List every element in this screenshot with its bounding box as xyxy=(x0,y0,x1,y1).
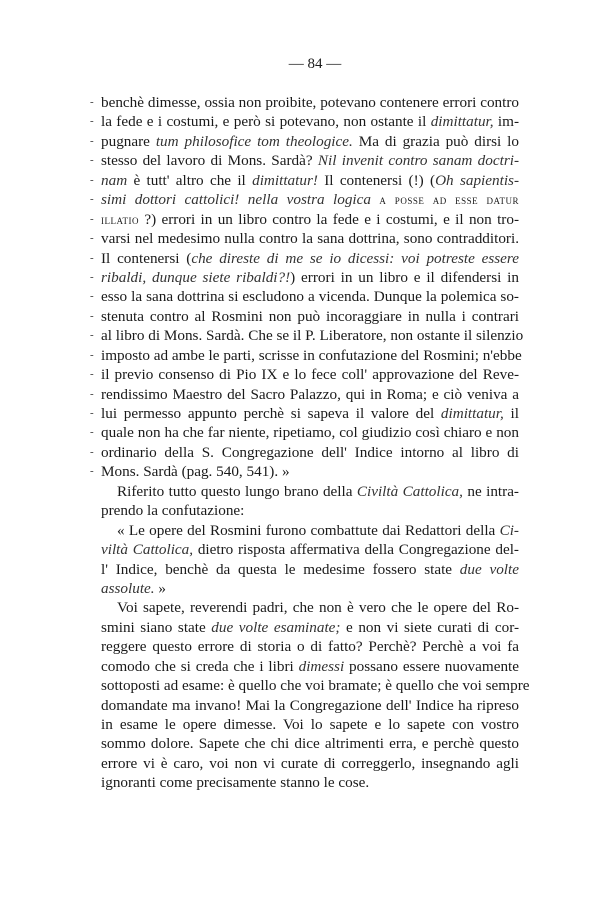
text-segment: stesso del lavoro di Mons. Sardà? xyxy=(101,152,318,170)
text-line xyxy=(90,404,519,423)
text-segment: domandate ma invano! Mai la Congregazione dell' Indice ha ripreso xyxy=(101,696,519,714)
italic-text: simi dottori cattolici! nella vostra logica xyxy=(101,191,371,209)
text-line xyxy=(101,521,519,540)
text-line xyxy=(101,676,530,695)
text-line xyxy=(90,229,519,248)
text-segment: prendo la confutazione: xyxy=(101,502,245,520)
text-line xyxy=(90,93,519,112)
quote-margin-mark: - xyxy=(90,407,94,419)
text-line xyxy=(101,754,519,773)
text-segment: Il contenersi (!) ( xyxy=(317,171,436,189)
text-segment: al libro di Mons. Sardà. Che se il P. Liberatore, non ostante il silenzio xyxy=(101,327,524,345)
quote-margin-mark: - xyxy=(90,115,94,128)
text-segment: Mons. Sardà (pag. 540, 541). » xyxy=(101,463,290,481)
italic-text: Civiltà Cattolica, xyxy=(356,482,463,500)
text-segment: Ma di grazia può dirsi lo xyxy=(352,132,519,150)
text-segment: smini siano state xyxy=(101,618,212,636)
quote-margin-mark: - xyxy=(90,445,94,458)
quote-margin-mark: - xyxy=(90,270,94,283)
text-line xyxy=(90,365,519,384)
text-line xyxy=(90,443,519,462)
text-segment: sommo dolore. Sapete che chi dice altrimenti erra, e perchè questo xyxy=(101,735,519,753)
italic-text: dimittatur, xyxy=(430,113,494,131)
text-segment: il xyxy=(503,405,519,422)
text-line xyxy=(90,151,520,170)
text-segment: imposto ad ambe le parti, scrisse in confutazione del Rosmini; n'ebbe xyxy=(101,346,522,364)
body-text xyxy=(90,93,530,793)
text-segment: benchè dimesse, ossia non proibite, potevano contenere errori contro xyxy=(101,94,519,111)
text-segment: Il contenersi ( xyxy=(101,249,192,267)
text-line xyxy=(90,171,520,190)
text-line xyxy=(101,734,519,753)
text-segment: è tutt' altro che il xyxy=(127,171,253,189)
text-segment: quale non ha che far niente, ripetiamo, col giudizio così chiaro e non xyxy=(101,424,519,442)
text-segment: « Le opere del Rosmini furono combattute dai Redattori della xyxy=(117,521,500,539)
text-segment: ne intra- xyxy=(462,482,519,500)
quote-margin-mark: - xyxy=(90,368,94,381)
text-segment: possano essere nuovamente xyxy=(344,657,519,675)
text-segment: comodo che si creda che i libri xyxy=(101,657,299,675)
italic-text: Ci- xyxy=(499,521,519,539)
italic-text: dimittatur! xyxy=(252,171,318,189)
text-segment: sottoposti ad esame: è quello che voi bramate; è quello che voi sempre xyxy=(101,677,530,695)
text-segment: in esame le opere dimesse. Voi lo sapete e lo sapete con vostro xyxy=(101,716,519,733)
text-line xyxy=(101,598,519,617)
text-line xyxy=(90,190,519,209)
quote-margin-mark: - xyxy=(90,309,94,322)
text-line xyxy=(90,287,519,306)
text-segment: dietro risposta affermativa della Congregazione del- xyxy=(193,541,519,559)
text-line xyxy=(101,696,519,715)
text-line xyxy=(90,249,520,268)
text-segment: l' Indice, benchè da questa le medesime fossero state xyxy=(101,560,460,578)
text-line xyxy=(101,482,519,501)
quote-margin-mark: - xyxy=(90,134,94,147)
text-segment: e non vi siete curati di cor- xyxy=(340,618,520,636)
text-line xyxy=(90,307,519,326)
italic-text: tum philosofice tom theologice. xyxy=(155,132,353,150)
italic-text: nam xyxy=(101,171,128,189)
italic-text: dimessi xyxy=(298,657,345,675)
italic-text: ribaldi, dunque siete ribaldi?! xyxy=(101,268,291,286)
text-segment: im- xyxy=(493,113,520,131)
quote-margin-mark: - xyxy=(90,232,94,245)
text-line xyxy=(90,385,519,404)
italic-text: due volte esaminate; xyxy=(211,618,341,636)
text-line xyxy=(90,112,520,131)
text-line xyxy=(90,132,519,151)
quote-margin-mark: - xyxy=(90,251,94,264)
text-line xyxy=(90,326,524,345)
text-line xyxy=(101,579,519,598)
text-line xyxy=(101,715,519,734)
page-number: — 84 — xyxy=(288,56,342,72)
text-segment: stenuta contro al Rosmini non può incoraggiare in nulla i contrari xyxy=(101,307,519,325)
text-line xyxy=(90,268,519,287)
italic-text: dimittatur, xyxy=(440,405,504,422)
quote-margin-mark: - xyxy=(90,154,94,167)
text-segment: » xyxy=(154,579,166,597)
text-segment: lui permesso appunto perchè si sapeva il valore del xyxy=(101,405,441,422)
text-line xyxy=(101,501,519,520)
quote-margin-mark: - xyxy=(90,387,94,400)
text-segment: la fede e i costumi, e però si potevano, non ostante il xyxy=(101,113,431,131)
small-caps-text: illatio xyxy=(101,211,139,227)
text-line xyxy=(101,618,519,637)
quote-margin-mark: - xyxy=(90,329,94,342)
quote-margin-mark: - xyxy=(90,193,94,206)
quote-margin-mark: - xyxy=(90,426,94,439)
text-line xyxy=(101,773,519,792)
text-segment: ) errori in un libro e il difendersi in xyxy=(290,268,519,286)
text-segment: Voi sapete, reverendi padri, che non è vero che le opere del Ro- xyxy=(117,599,519,617)
quote-margin-mark: - xyxy=(90,465,94,478)
italic-text: Oh sapientis- xyxy=(435,171,520,189)
text-line xyxy=(90,346,522,365)
text-segment: il previo consenso di Pio IX e lo fece coll' approvazione del Reve- xyxy=(101,366,519,384)
text-segment: pugnare xyxy=(101,132,156,150)
text-line xyxy=(101,637,519,656)
quote-margin-mark: - xyxy=(90,96,94,108)
text-segment: esso la sana dottrina si escludono a vicenda. Dunque la polemica so- xyxy=(101,288,519,306)
text-segment: Riferito tutto questo lungo brano della xyxy=(117,482,357,500)
italic-text: assolute. xyxy=(101,579,155,597)
quote-margin-mark: - xyxy=(90,348,94,361)
text-segment: reggere questo errore di storia o di fatto? Perchè? Perchè a voi fa xyxy=(101,638,519,656)
italic-text: Nil invenit contro sanam doctri- xyxy=(317,152,520,170)
quote-margin-mark: - xyxy=(90,212,94,225)
italic-text: due volte xyxy=(459,560,519,578)
text-line xyxy=(90,423,519,442)
text-segment: errore vi è caro, voi non vi curate di correggerlo, insegnando agli xyxy=(101,754,519,772)
text-segment: varsi nel medesimo nulla contro la sana dottrina, sono contradditori. xyxy=(101,230,519,248)
text-segment: rendissimo Maestro del Sacro Palazzo, qui in Roma; e ciò veniva a xyxy=(101,385,519,403)
text-segment: ordinario della S. Congregazione dell' Indice intorno al libro di xyxy=(101,443,519,461)
text-line xyxy=(90,210,519,229)
small-caps-text: a posse ad esse datur xyxy=(379,192,519,208)
text-line xyxy=(90,462,519,481)
quote-margin-mark: - xyxy=(90,173,94,186)
text-line xyxy=(101,657,519,676)
text-line xyxy=(101,540,519,559)
text-segment: ?) errori in un libro contro la fede e i costumi, e il non tro- xyxy=(139,210,519,228)
italic-text: che direste di me se io dicessi: voi potreste essere xyxy=(191,249,520,267)
quote-margin-mark: - xyxy=(90,290,94,303)
italic-text: viltà Cattolica, xyxy=(101,541,194,559)
text-segment: ignoranti come precisamente stanno le cose. xyxy=(101,774,370,792)
text-line xyxy=(101,560,519,579)
